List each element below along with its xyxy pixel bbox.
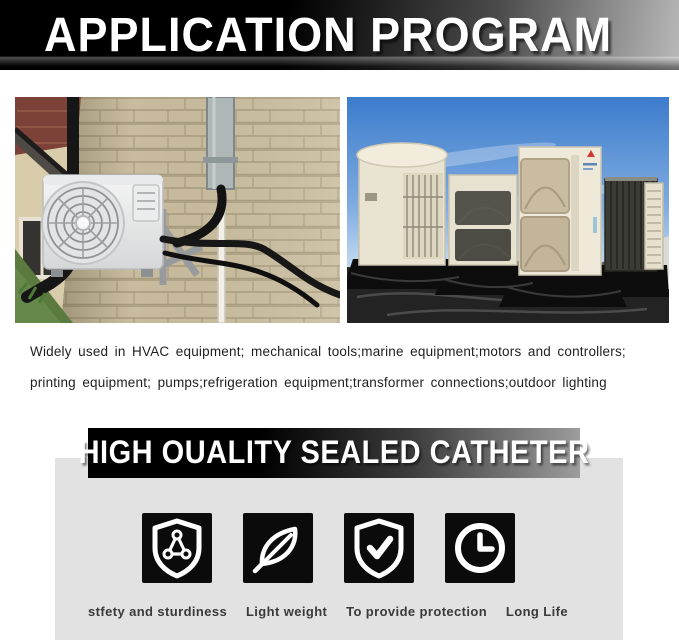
right-application-photo — [347, 97, 669, 323]
quality-banner — [78, 428, 590, 478]
description-line-2: printing equipment; pumps;refrigeration equipment;transformer connections;outdoor lighting — [30, 375, 607, 390]
feather-icon — [243, 513, 313, 583]
feature-label-long-life: Long Life — [505, 604, 568, 619]
clock-icon — [445, 513, 515, 583]
feature-label-light-weight: Light weight — [245, 604, 328, 619]
shield-check-icon — [344, 513, 414, 583]
application-description — [30, 336, 655, 398]
feature-icons-row — [142, 513, 515, 583]
application-program-banner — [0, 0, 679, 70]
mini-split-ac-illustration — [15, 97, 340, 323]
left-application-photo — [15, 97, 340, 323]
feature-label-sturdiness: stfety and sturdiness — [88, 604, 228, 619]
quality-title: HIGH OUALITY SEALED CATHETER — [78, 434, 590, 471]
feature-labels-row — [88, 604, 568, 619]
description-line-1: Widely used in HVAC equipment; mechanical tools;marine equipment;motors and controllers; — [30, 344, 626, 359]
page-title: APPLICATION PROGRAM — [44, 6, 613, 62]
shield-triangle-icon — [142, 513, 212, 583]
rooftop-hvac-illustration — [347, 97, 669, 323]
feature-label-protection: To provide protection — [346, 604, 488, 619]
